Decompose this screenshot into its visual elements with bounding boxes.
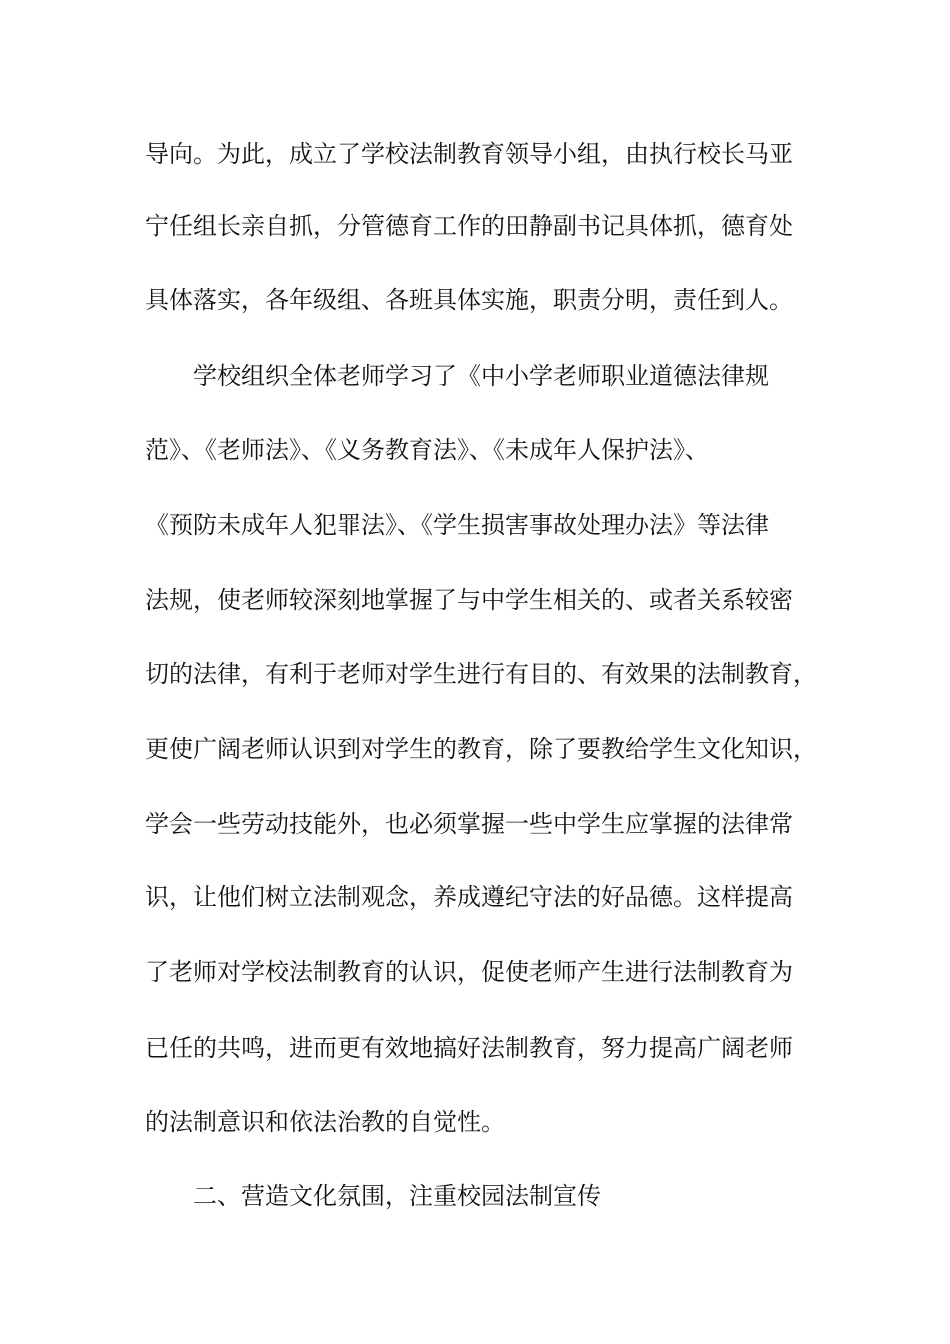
text-line: 了老师对学校法制教育的认识，促使老师产生进行法制教育为	[145, 958, 793, 986]
text-line: 学会一些劳动技能外，也必须掌握一些中学生应掌握的法律常	[145, 810, 793, 838]
text-line: 识，让他们树立法制观念，养成遵纪守法的好品德。这样提高	[145, 883, 793, 911]
text-line: 已任的共鸣，进而更有效地搞好法制教育，努力提高广阔老师	[145, 1034, 793, 1062]
text-line: 《预防未成年人犯罪法》、《学生损害事故处理办法》等法律	[145, 511, 769, 539]
text-line: 导向。为此，成立了学校法制教育领导小组，由执行校长马亚	[145, 140, 793, 168]
text-line: 具体落实，各年级组、各班具体实施，职责分明，责任到人。	[145, 286, 793, 314]
text-line: 法规，使老师较深刻地掌握了与中学生相关的、或者关系较密	[145, 586, 793, 614]
text-line: 切的法律，有利于老师对学生进行有目的、有效果的法制教育，	[145, 660, 817, 688]
paragraph-first-line: 学校组织全体老师学习了《中小学老师职业道德法律规	[193, 362, 769, 390]
text-line: 范》、《老师法》、《义务教育法》、《未成年人保护法》、	[145, 436, 709, 464]
section-heading: 二、营造文化氛围，注重校园法制宣传	[193, 1182, 601, 1210]
text-line: 更使广阔老师认识到对学生的教育，除了要教给学生文化知识，	[145, 735, 817, 763]
text-line: 的法制意识和依法治教的自觉性。	[145, 1108, 505, 1136]
text-line: 宁任组长亲自抓，分管德育工作的田静副书记具体抓，德育处	[145, 212, 793, 240]
